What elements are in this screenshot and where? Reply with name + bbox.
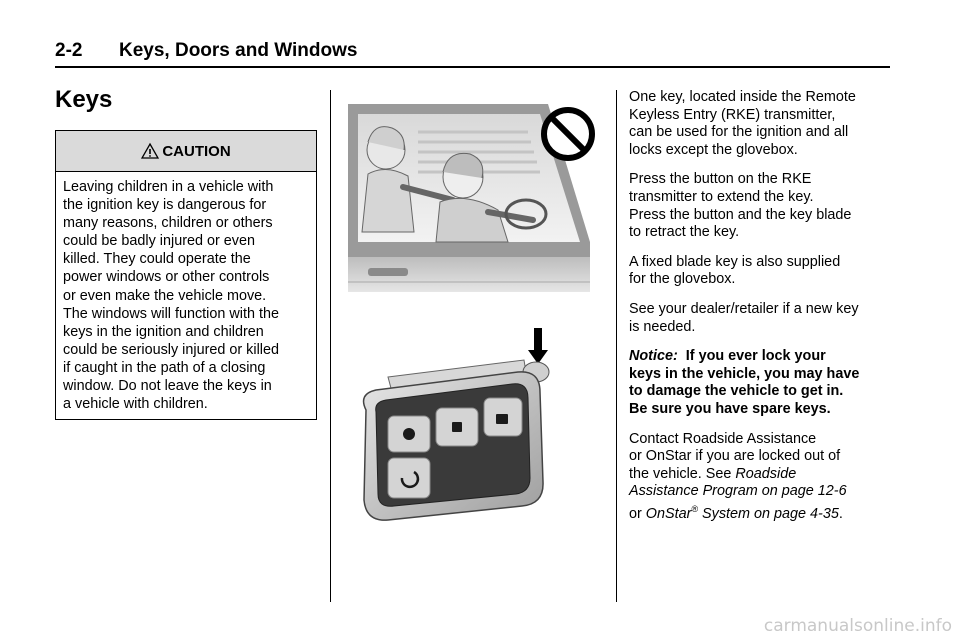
text-line: or (629, 505, 646, 522)
down-arrow-icon (528, 328, 548, 364)
caution-line: Leaving children in a vehicle with (63, 179, 274, 195)
caution-line: a vehicle with children. (63, 396, 208, 413)
chapter-title: Keys, Doors and Windows (119, 40, 358, 61)
paragraph-key-description (629, 89, 899, 159)
caution-line: many reasons, children or others (63, 215, 273, 232)
text-line: Keyless Entry (RKE) transmitter, (629, 106, 836, 123)
notice-line: to damage the vehicle to get in. (629, 383, 844, 400)
text-line: locks except the glovebox. (629, 141, 798, 158)
page-header (55, 38, 890, 68)
remote-start-button-2 (388, 458, 430, 498)
text-line: Contact Roadside Assistance (629, 430, 817, 447)
text-line: Press the button on the RKE (629, 171, 812, 188)
notice-line: Be sure you have spare keys. (629, 400, 831, 417)
paragraph-press-button (629, 171, 899, 241)
notice-line: If you ever lock your (685, 348, 826, 365)
text-line: can be used for the ignition and all (629, 124, 849, 141)
roadside-assistance-reference[interactable]: Roadside (735, 465, 797, 482)
caution-line: could be badly injured or even (63, 233, 256, 250)
notice-paragraph (629, 348, 899, 418)
caution-triangle-icon (141, 142, 159, 160)
caution-line: power windows or other controls (63, 269, 270, 286)
paragraph-glovebox-key (629, 254, 899, 289)
text-line: See your dealer/retailer if a new key (629, 300, 859, 317)
text-line: is needed. (629, 318, 696, 335)
registered-mark: ® (691, 503, 699, 514)
caution-line: if caught in the path of a closing (63, 359, 266, 376)
onstar-name: OnStar (645, 505, 692, 522)
watermark: carmanualsonline.info (763, 616, 952, 636)
paragraph-roadside (629, 431, 899, 524)
onstar-page-ref: System on page 4-35 (698, 505, 839, 522)
notice-label: Notice: (629, 348, 678, 365)
text-line: to retract the key. (629, 224, 740, 241)
caution-box (55, 130, 317, 420)
text-line: for the glovebox. (629, 271, 736, 288)
caution-line: window. Do not leave the keys in (63, 378, 272, 395)
caution-label: CAUTION (162, 142, 231, 160)
caution-line: keys in the ignition and children (63, 323, 264, 340)
unlock-icon (496, 414, 508, 424)
text-line: . (838, 505, 843, 522)
caution-line: or even make the vehicle move. (63, 287, 267, 304)
vehicle-icon (403, 428, 415, 440)
children-in-vehicle-illustration (348, 92, 600, 304)
caution-header (56, 131, 316, 172)
notice-line: keys in the vehicle, you may have (629, 365, 860, 382)
caution-text (56, 172, 316, 413)
text-line: or OnStar if you are locked out of (629, 448, 841, 465)
lock-icon (452, 422, 462, 432)
roadside-assistance-reference-cont[interactable]: Assistance Program on page 12-6 (629, 483, 847, 500)
column-divider-right (616, 90, 617, 602)
text-line: Press the button and the key blade (629, 206, 852, 223)
paragraph-dealer (629, 301, 899, 336)
text-line: One key, located inside the Remote (629, 89, 856, 105)
text-line: the vehicle. See (629, 465, 736, 482)
section-title: Keys (55, 86, 113, 113)
text-line: A fixed blade key is also supplied (629, 253, 841, 270)
column-divider-left (330, 90, 331, 602)
rke-transmitter-illustration (348, 322, 600, 532)
caution-line: killed. They could operate the (63, 251, 251, 268)
body-text-column (629, 89, 899, 535)
caution-line: could be seriously injured or killed (63, 341, 279, 358)
onstar-reference[interactable] (645, 503, 839, 522)
caution-line: The windows will function with the (63, 305, 279, 322)
page-number: 2-2 (55, 40, 83, 61)
caution-line: the ignition key is dangerous for (63, 197, 267, 214)
text-line: transmitter to extend the key. (629, 188, 814, 205)
